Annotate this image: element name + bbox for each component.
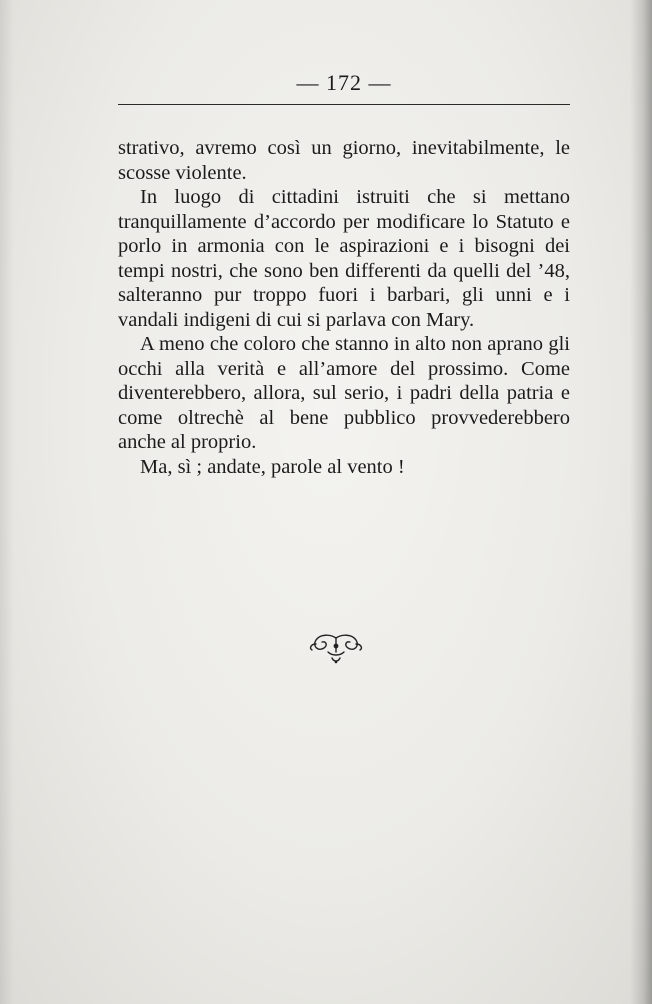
page-shadow-left [0, 0, 14, 1004]
body-text [118, 136, 570, 479]
paragraph-1: strativo, avremo così un giorno, inevitabilmente, le scosse violente. [118, 137, 570, 184]
paragraph-4: Ma, sì ; andate, parole al vento ! [140, 455, 405, 478]
paragraph-2: In luogo di cittadini istruiti che si mettano tranquillamente d’accordo per modificare lo Statuto e porlo in armonia con le aspirazioni e i bisogni dei tempi nostri, che sono ben differenti da quelli del ’48, salteranno pur troppo fuori i barbari, gli unni e i vandali indigeni di cui si parlava con Mary. [118, 186, 570, 331]
page-number: — 172 — [296, 70, 392, 95]
fleuron-ornament-icon [306, 632, 366, 666]
page-shadow-right [630, 0, 652, 1004]
header-rule [118, 104, 570, 105]
paragraph-3: A meno che coloro che stanno in alto non aprano gli occhi alla verità e all’amore del prossimo. Come diventerebbero, allora, sul serio, i padri della patria e come oltrechè al bene pubblico provvederebbero anche al proprio. [118, 333, 570, 453]
